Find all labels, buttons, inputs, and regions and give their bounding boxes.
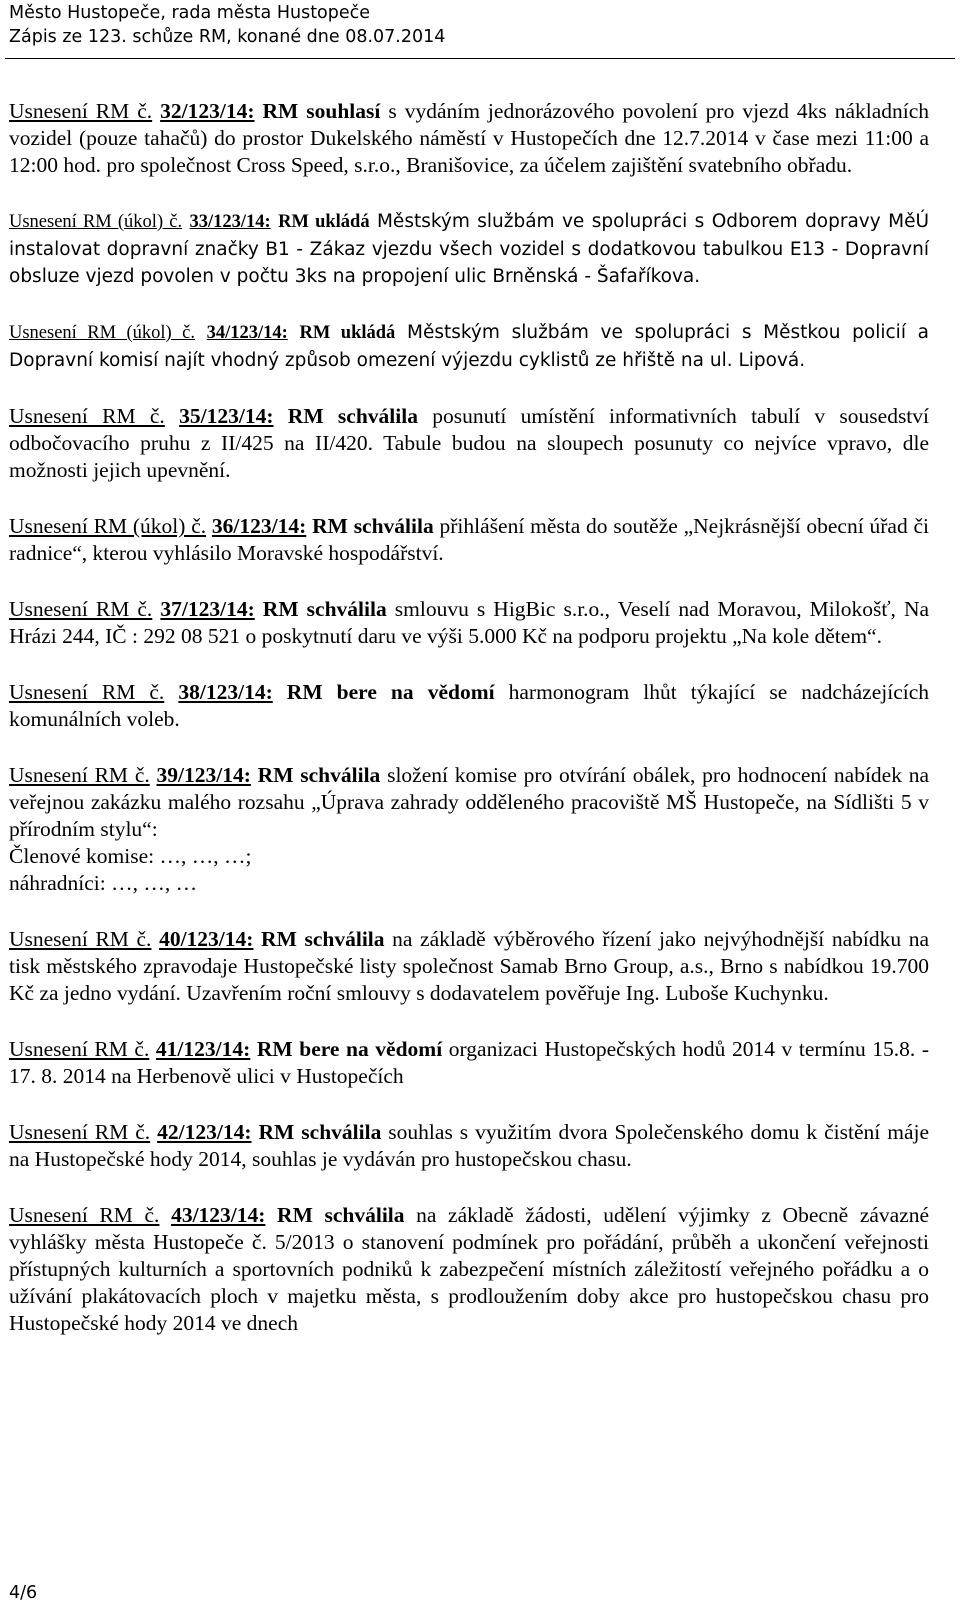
resolution-text: Městským službám ve spolupráci s Odborem dopravy MěÚ instalovat dopravní značky B1 - Zákaz vjezdu všech vozidel s dodatkovou tabulkou E13 - Dopravní obsluze vjezd povolen v počtu 3ks na propojení ulic Brněnská - Šafaříkova. bbox=[9, 211, 929, 287]
resolution-verb: RM bere na vědomí bbox=[256, 1037, 443, 1061]
resolution-text: na základě žádosti, udělení výjimky z Obecně závazné vyhlášky města Hustopeče č. 5/2013 o stanovení podmínek pro pořádání, průběh a ukončení veřejnosti přístupných kulturních a sportovních podniků k zabezpečení místních záležitostí veřejného pořádku a o užívání plakátovacích ploch v majetku města, s prodloužením doby akce pro hustopečskou chasu pro Hustopečské hody 2014 ve dnech bbox=[9, 1203, 930, 1335]
resolution-verb: RM ukládá bbox=[278, 212, 370, 232]
resolution-number: 36/123/14: bbox=[211, 514, 307, 538]
resolution-36 bbox=[9, 513, 929, 567]
resolution-verb: RM schválila bbox=[277, 1203, 405, 1227]
resolution-number: 34/123/14: bbox=[206, 323, 288, 343]
resolution-text: na základě výběrového řízení jako nejvýhodnější nabídku na tisk městského zpravodaje Hustopečské listy společnost Samab Brno Group, a.s., Brno s nabídkou 19.700 Kč za jedno vydání. Uzavřením roční smlouvy s dodavatelem pověřuje Ing. Luboše Kuchynku. bbox=[9, 927, 930, 1005]
resolution-label: Usnesení RM (úkol) č. bbox=[9, 212, 183, 232]
resolution-number: 38/123/14: bbox=[178, 680, 273, 704]
resolution-33 bbox=[9, 208, 929, 290]
resolution-label: Usnesení RM č. bbox=[9, 927, 152, 951]
resolution-40 bbox=[9, 926, 929, 1007]
resolution-verb: RM schválila bbox=[262, 597, 387, 621]
resolution-number: 43/123/14: bbox=[171, 1203, 266, 1227]
resolution-number: 42/123/14: bbox=[157, 1120, 252, 1144]
resolution-text: harmonogram lhůt týkající se nadcházejících komunálních voleb. bbox=[9, 680, 930, 731]
resolution-verb: RM schválila bbox=[257, 763, 381, 787]
resolution-label: Usnesení RM č. bbox=[9, 1120, 151, 1144]
resolution-text: posunutí umístění informativních tabulí v sousedství odbočovacího pruhu z II/425 na II/420. Tabule budou na sloupech posunuty co nejvíce vpravo, dle možnosti jejich upevnění. bbox=[9, 404, 930, 482]
resolution-label: Usnesení RM č. bbox=[9, 1203, 160, 1227]
committee-members: Členové komise: …, …, …; náhradníci: …, …, … bbox=[9, 844, 252, 895]
resolution-text: smlouvu s HigBic s.r.o., Veselí nad Moravou, Milokošť, Na Hrázi 244, IČ : 292 08 521 o poskytnutí daru ve výši 5.000 Kč na podporu projektu „Na kole dětem“. bbox=[9, 597, 930, 648]
resolution-text: souhlas s využitím dvora Společenského domu k čistění máje na Hustopečské hody 2014, souhlas je vydáván pro hustopečskou chasu. bbox=[9, 1120, 929, 1171]
resolution-38 bbox=[9, 679, 929, 733]
resolution-verb: RM bere na vědomí bbox=[286, 680, 495, 704]
resolution-number: 39/123/14: bbox=[156, 763, 251, 787]
resolution-number: 33/123/14: bbox=[189, 212, 271, 232]
resolution-label: Usnesení RM č. bbox=[9, 597, 153, 621]
resolution-text: s vydáním jednorázového povolení pro vjezd 4ks nákladních vozidel (pouze tahačů) do prostor Dukelského náměstí v Hustopečích dne 12.7.2014 v čase mezi 11:00 a 12:00 hod. pro společnost Cross Speed, s.r.o., Branišovice, za účelem zajištění svatebního obřadu. bbox=[9, 99, 930, 177]
resolution-verb: RM schválila bbox=[312, 514, 434, 538]
resolution-number: 32/123/14: bbox=[160, 99, 255, 123]
header-divider bbox=[5, 58, 955, 59]
resolution-number: 41/123/14: bbox=[155, 1037, 251, 1061]
resolution-43 bbox=[9, 1202, 929, 1337]
resolutions-list bbox=[9, 98, 929, 1337]
resolution-number: 35/123/14: bbox=[179, 404, 274, 428]
resolution-verb: RM schválila bbox=[287, 404, 418, 428]
resolution-label: Usnesení RM č. bbox=[9, 763, 150, 787]
header-municipality: Město Hustopeče, rada města Hustopeče bbox=[9, 3, 371, 23]
resolution-verb: RM souhlasí bbox=[262, 99, 381, 123]
resolution-text: složení komise pro otvírání obálek, pro hodnocení nabídek na veřejnou zakázku malého rozsahu „Úprava zahrady odděleného pracoviště MŠ Hustopeče, na Sídlišti 5 v přírodním stylu“: bbox=[9, 763, 930, 841]
resolution-35 bbox=[9, 403, 929, 484]
resolution-label: Usnesení RM č. bbox=[9, 404, 165, 428]
resolution-label: Usnesení RM č. bbox=[9, 99, 153, 123]
resolution-32 bbox=[9, 98, 929, 179]
resolution-label: Usnesení RM č. bbox=[9, 1037, 150, 1061]
page-number: 4/6 bbox=[9, 1583, 38, 1603]
resolution-37 bbox=[9, 596, 929, 650]
resolution-verb: RM ukládá bbox=[299, 323, 396, 343]
resolution-42 bbox=[9, 1119, 929, 1173]
resolution-text: Městským službám ve spolupráci s Městkou policií a Dopravní komisí najít vhodný způsob omezení výjezdu cyklistů ze hřiště na ul. Lipová. bbox=[9, 322, 929, 371]
resolution-39 bbox=[9, 762, 929, 843]
resolution-number: 40/123/14: bbox=[159, 927, 254, 951]
resolution-label: Usnesení RM (úkol) č. bbox=[9, 323, 195, 343]
resolution-number: 37/123/14: bbox=[160, 597, 255, 621]
resolution-34 bbox=[9, 319, 929, 374]
resolution-label: Usnesení RM (úkol) č. bbox=[9, 514, 207, 538]
resolution-verb: RM schválila bbox=[261, 927, 385, 951]
header-minutes-title: Zápis ze 123. schůze RM, konané dne 08.07.2014 bbox=[9, 27, 446, 47]
resolution-label: Usnesení RM č. bbox=[9, 680, 165, 704]
resolution-text: přihlášení města do soutěže „Nejkrásnější obecní úřad či radnice“, kterou vyhlásilo Moravské hospodářství. bbox=[9, 514, 930, 565]
resolution-verb: RM schválila bbox=[258, 1120, 382, 1144]
resolution-41 bbox=[9, 1036, 929, 1090]
resolution-text: organizaci Hustopečských hodů 2014 v termínu 15.8. - 17. 8. 2014 na Herbenově ulici v Hustopečích bbox=[9, 1037, 930, 1088]
